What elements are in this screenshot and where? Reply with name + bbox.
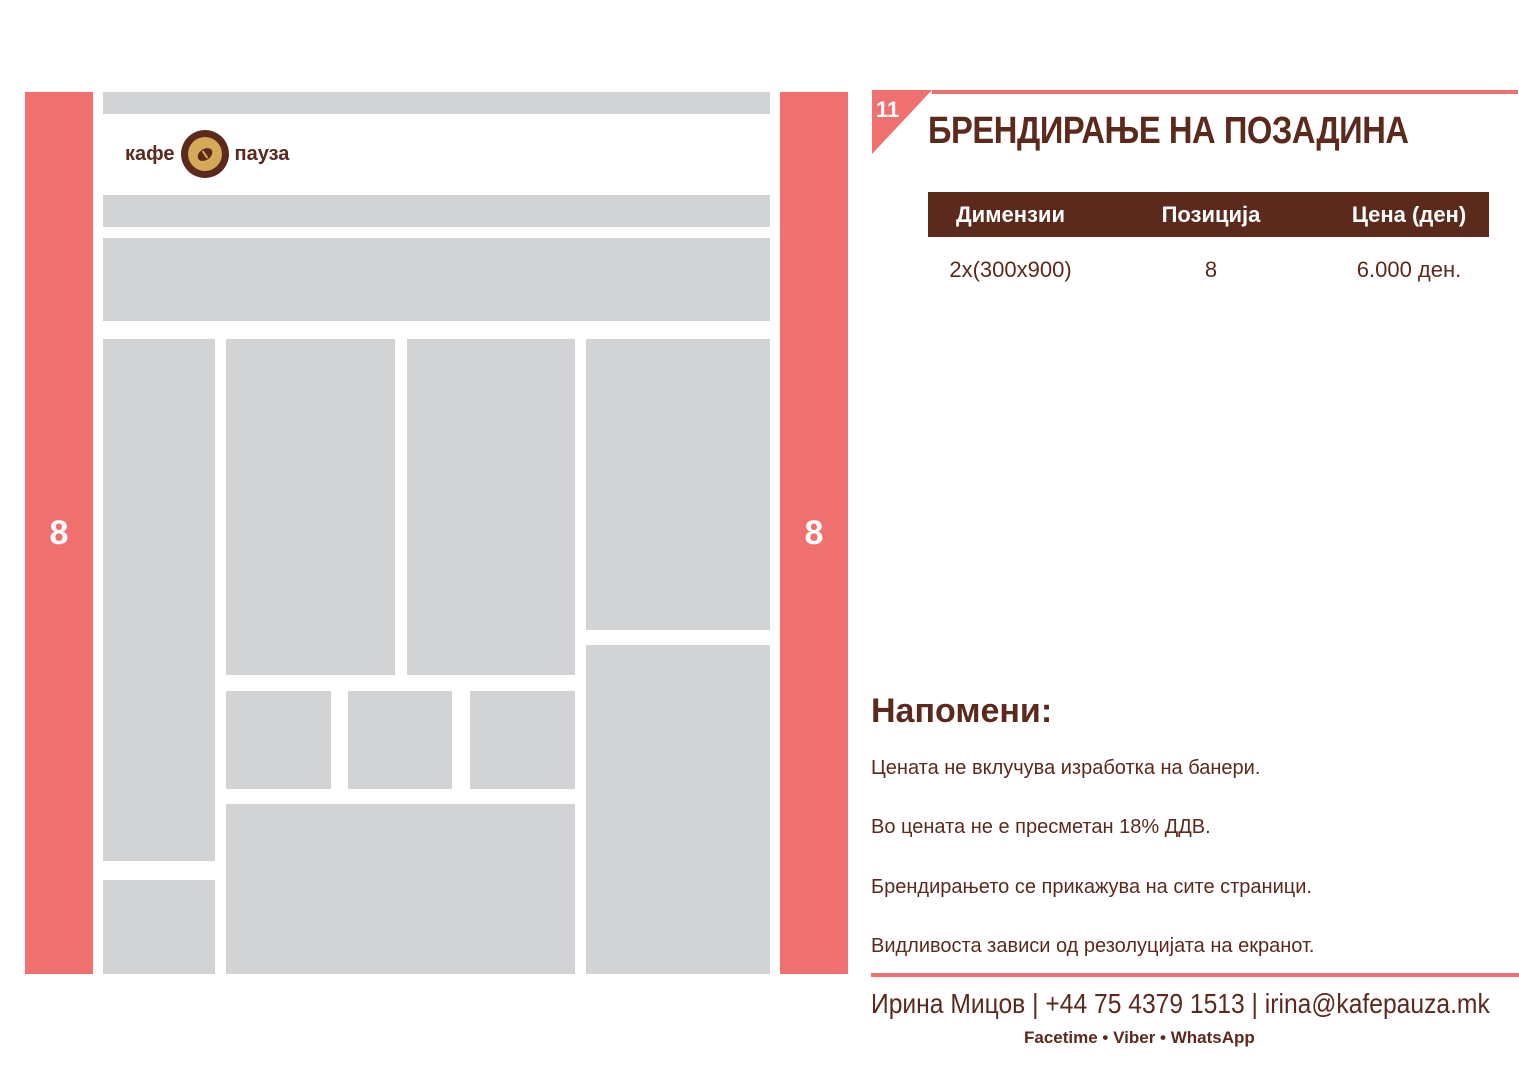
position-label-right: 8 <box>804 513 824 552</box>
cell-dimensions: 2x(300x900) <box>949 257 1072 282</box>
branding-bar-left <box>25 92 93 974</box>
mockup-block <box>586 339 770 630</box>
cell-position: 8 <box>1204 257 1218 282</box>
mockup-block <box>103 880 215 974</box>
mockup-block <box>226 339 395 675</box>
mockup-banner <box>103 238 770 321</box>
note-item: Цената не вклучува изработка на банери. <box>871 757 1261 779</box>
footer-divider <box>871 973 1519 977</box>
mockup-block <box>470 691 575 789</box>
table-row <box>928 252 1489 288</box>
mockup-block <box>226 691 331 789</box>
logo-left-text: кафе <box>125 142 175 165</box>
mockup-navbar <box>103 195 770 227</box>
contact-line: Ирина Мицов | +44 75 4379 1513 | irina@kafepauza.mk <box>871 988 1490 1019</box>
mockup-topbar <box>103 92 770 114</box>
contact-apps: Facetime • Viber • WhatsApp <box>1024 1028 1255 1047</box>
notes-heading: Напомени: <box>871 692 1053 730</box>
mockup-block <box>586 645 770 974</box>
header-position: Позиција <box>1161 201 1261 227</box>
note-item: Во цената не е пресметан 18% ДДВ. <box>871 816 1211 838</box>
section-number-badge: 11 <box>876 97 900 122</box>
note-item: Видливоста зависи од резолуцијата на екранот. <box>871 935 1315 957</box>
header-price: Цена (ден) <box>1351 201 1467 227</box>
branding-bar-right <box>780 92 848 974</box>
mockup-block <box>348 691 452 789</box>
cell-price: 6.000 ден. <box>1356 257 1462 282</box>
logo-right-text: пауза <box>234 142 290 165</box>
page-title: БРЕНДИРАЊЕ НА ПОЗАДИНА <box>928 110 1409 152</box>
coffee-cup-icon <box>181 130 229 178</box>
note-item: Брендирањето се прикажува на сите страници. <box>871 876 1312 898</box>
coffee-bean-icon <box>195 145 214 163</box>
header-dimensions: Димензии <box>956 201 1065 227</box>
mockup-block <box>103 339 215 861</box>
mockup-block <box>226 804 575 974</box>
pricing-table-header <box>928 192 1489 237</box>
mockup-block <box>407 339 575 675</box>
mockup-logo <box>125 130 289 178</box>
position-label-left: 8 <box>49 513 69 552</box>
